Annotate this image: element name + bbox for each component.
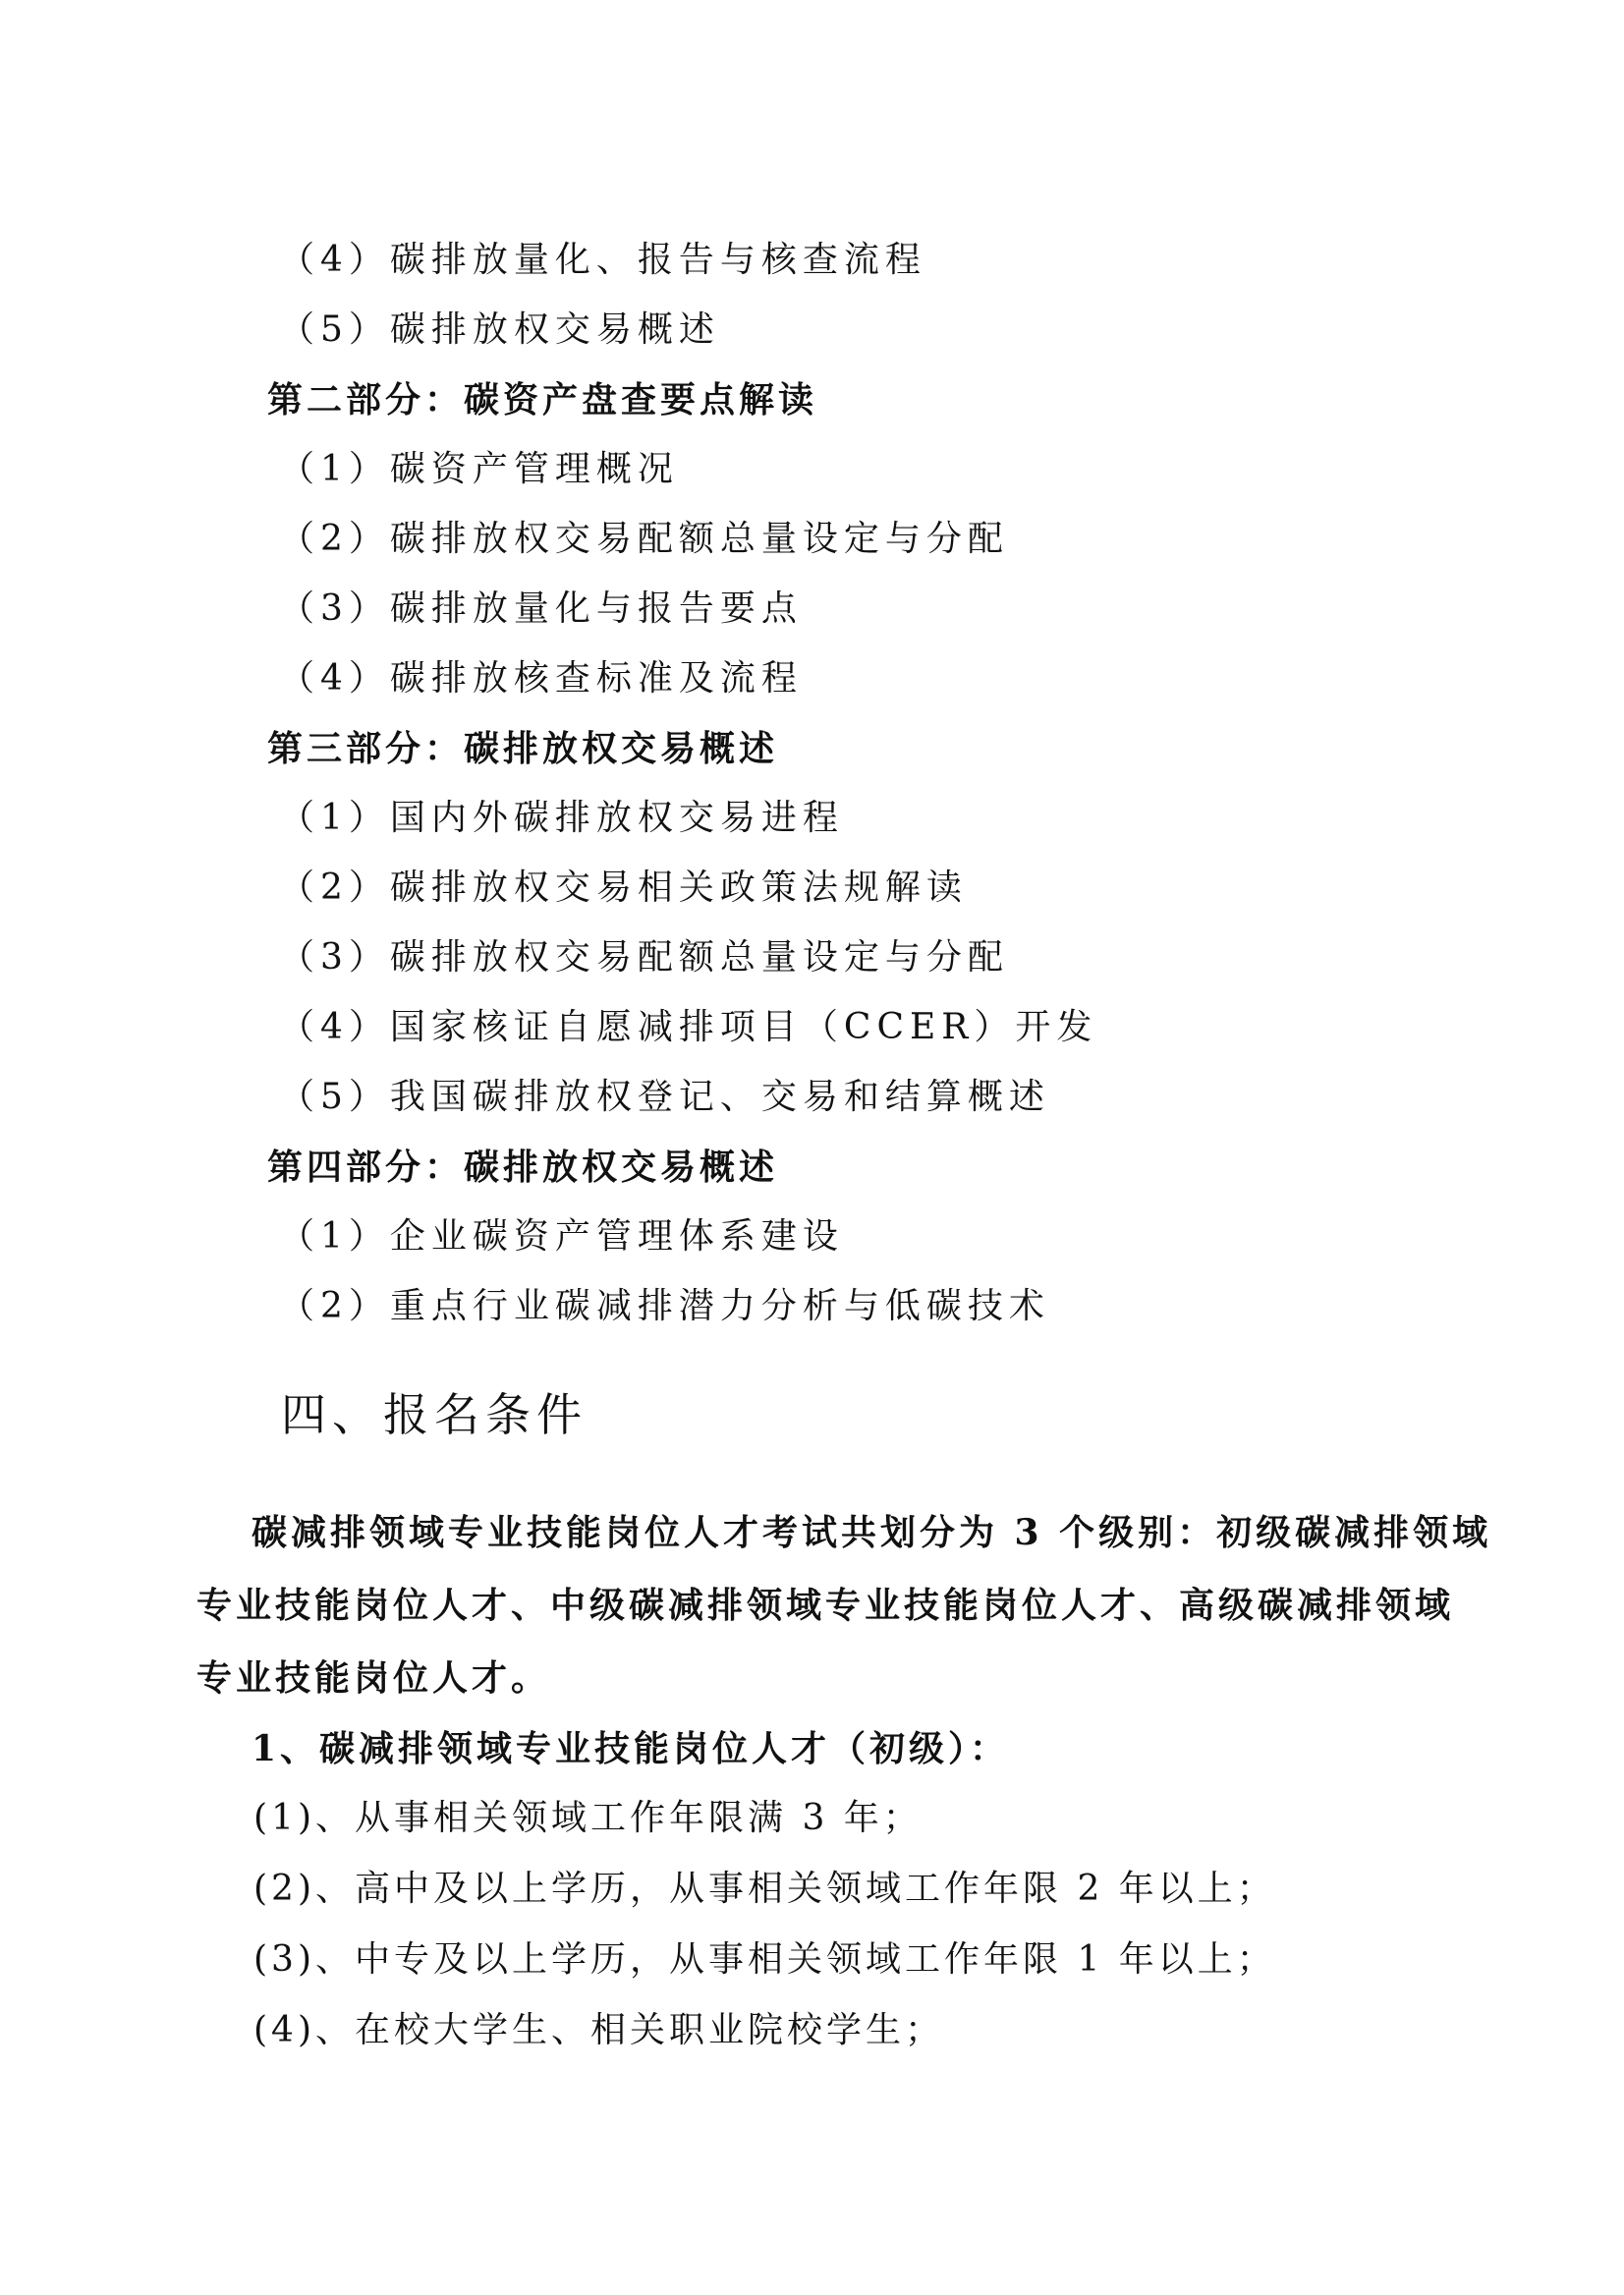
intro-line-3: 专业技能岗位人才。 [196,1657,551,1699]
part2-heading: 第二部分：碳资产盘查要点解读 [267,379,818,420]
intro-line-2: 专业技能岗位人才、中级碳减排领域专业技能岗位人才、高级碳减排领域 [196,1585,1455,1626]
part3-item-1: （1）国内外碳排放权交易进程 [279,798,844,838]
level1-condition-3: (3)、中专及以上学历，从事相关领域工作年限 1 年以上； [253,1939,1276,1980]
part3-item-4: （4）国家核证自愿减排项目（CCER）开发 [279,1007,1098,1047]
part3-item-3: （3）碳排放权交易配额总量设定与分配 [279,937,1009,978]
part1-item-5: （5）碳排放权交易概述 [279,309,720,350]
level1-heading: 1、碳减排领域专业技能岗位人才（初级）： [252,1728,1010,1769]
part1-item-4: （4）碳排放量化、报告与核查流程 [279,240,926,280]
part3-item-2: （2）碳排放权交易相关政策法规解读 [279,868,968,908]
part4-item-1: （1）企业碳资产管理体系建设 [279,1216,844,1257]
section-title: 四、报名条件 [281,1388,588,1441]
part2-item-4: （4）碳排放核查标准及流程 [279,658,803,699]
part3-item-5: （5）我国碳排放权登记、交易和结算概述 [279,1077,1050,1117]
part2-item-1: （1）碳资产管理概况 [279,449,679,489]
part3-heading: 第三部分：碳排放权交易概述 [267,728,779,769]
level1-condition-4: (4)、在校大学生、相关职业院校学生； [253,2010,944,2050]
part4-heading: 第四部分：碳排放权交易概述 [267,1147,779,1188]
part2-item-2: （2）碳排放权交易配额总量设定与分配 [279,519,1009,559]
part2-item-3: （3）碳排放量化与报告要点 [279,588,803,629]
level1-condition-2: (2)、高中及以上学历，从事相关领域工作年限 2 年以上； [253,1869,1276,1909]
level1-condition-1: (1)、从事相关领域工作年限满 3 年； [253,1798,923,1838]
intro-line-1: 碳减排领域专业技能岗位人才考试共划分为 3 个级别：初级碳减排领域 [252,1512,1492,1553]
part4-item-2: （2）重点行业碳减排潜力分析与低碳技术 [279,1286,1050,1326]
